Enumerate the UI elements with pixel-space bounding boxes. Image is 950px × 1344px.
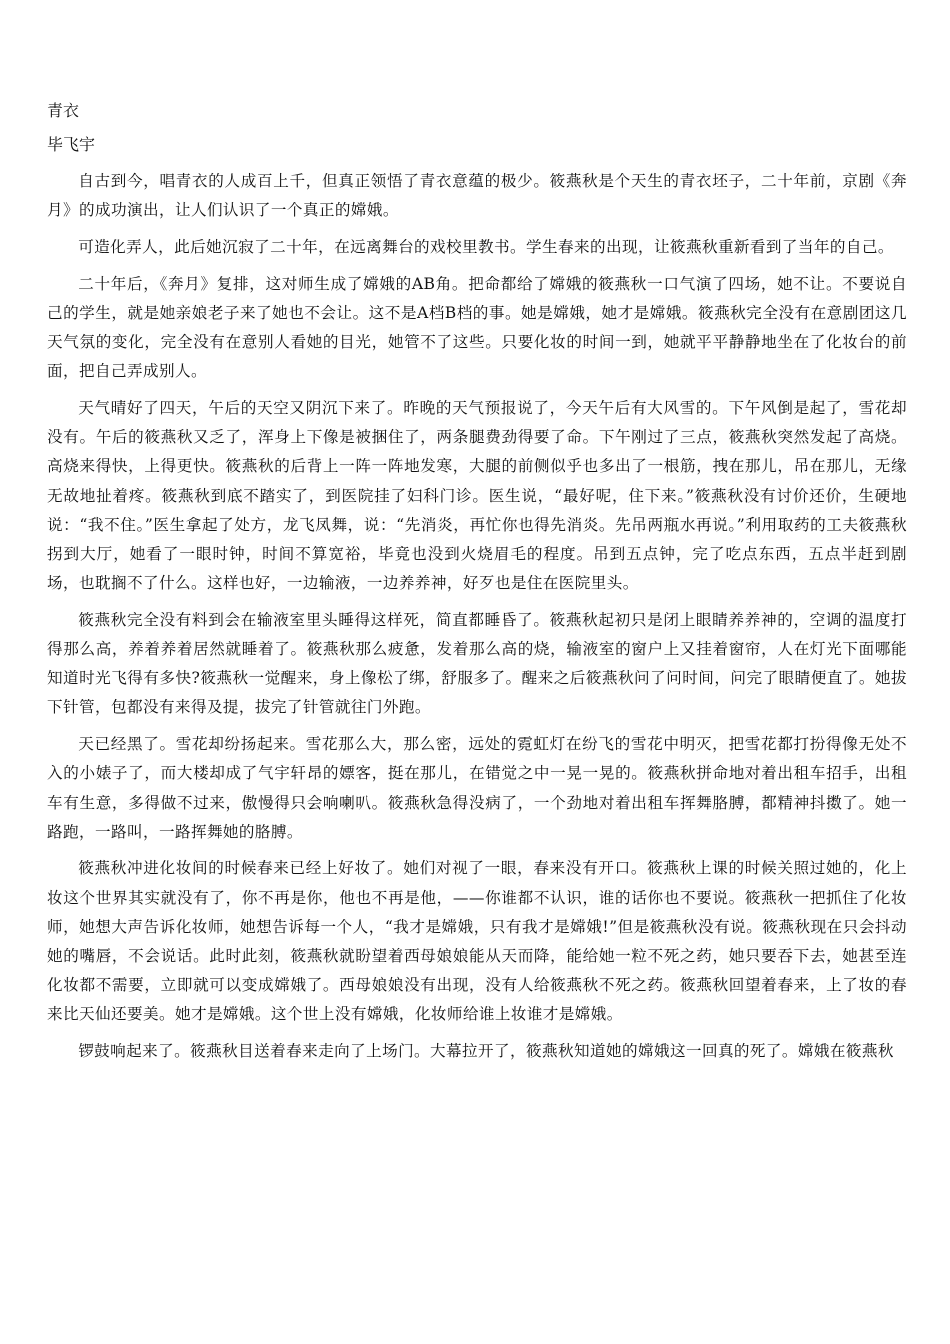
paragraph: 自古到今，唱青衣的人成百上千，但真正领悟了青衣意蕴的极少。筱燕秋是个天生的青衣坯子，二十年前，京剧《奔月》的成功演出，让人们认识了一个真正的嫦娥。 [47,172,907,220]
paragraph: 筱燕秋完全没有料到会在输液室里头睡得这样死，简直都睡昏了。筱燕秋起初只是闭上眼睛养养神的，空调的温度打得那么高，养着养着居然就睡着了。筱燕秋那么疲惫，发着那么高的烧，输液室的窗户上又挂着窗帘，人在灯光下面哪能知道时光飞得有多快?筱燕秋一觉醒来，身上像松了绑，舒服多了。醒来之后筱燕秋问了问时间，问完了眼睛便直了。她拔下针管，包都没有来得及提，拔完了针管就往门外跑。 [47,610,907,717]
paragraph: 二十年后，《奔月》复排，这对师生成了嫦娥的AB角。把命都给了嫦娥的筱燕秋一口气演了四场，她不让。不要说自己的学生，就是她亲娘老子来了她也不会让。这不是A档B档的事。她是嫦娥，她才是嫦娥。筱燕秋完全没有在意剧团这几天气氛的变化，完全没有在意别人看她的目光，她管不了这些。只要化妆的时间一到，她就平平静静地坐在了化妆台的前面，把自己弄成别人。 [47,274,907,381]
paragraph: 天已经黑了。雪花却纷扬起来。雪花那么大，那么密，远处的霓虹灯在纷飞的雪花中明灭，把雪花都打扮得像无处不入的小婊子了，而大楼却成了气宇轩昂的嫖客，挺在那儿，在错觉之中一晃一晃的。筱燕秋拼命地对着出租车招手，出租车有生意，多得做不过来，傲慢得只会响喇叭。筱燕秋急得没病了，一个劲地对着出租车挥舞胳膊，都精神抖擞了。她一路跑，一路叫，一路挥舞她的胳膊。 [47,735,907,841]
paragraph: 天气晴好了四天，午后的天空又阴沉下来了。昨晚的天气预报说了，今天午后有大风雪的。下午风倒是起了，雪花却没有。午后的筱燕秋又乏了，浑身上下像是被捆住了，两条腿费劲得要了命。下午刚过了三点，筱燕秋突然发起了高烧。高烧来得快，上得更快。筱燕秋的后背上一阵一阵地发寒，大腿的前侧似乎也多出了一根筋，拽在那儿，吊在那儿，无缘无故地扯着疼。筱燕秋到底不踏实了，到医院挂了妇科门诊。医生说，“最好呢，住下来。”筱燕秋没有讨价还价，生硬地说：“我不住。”医生拿起了处方，龙飞凤舞，说：“先消炎，再忙你也得先消炎。先吊两瓶水再说。”利用取药的工夫筱燕秋拐到大厅，她看了一眼时钟，时间不算宽裕，毕竟也没到火烧眉毛的程度。吊到五点钟，完了吃点东西，五点半赶到剧场，也耽搁不了什么。这样也好，一边输液，一边养养神，好歹也是住在医院里头。 [47,398,907,593]
article-body [47,167,907,1074]
paragraph: 筱燕秋冲进化妆间的时候春来已经上好妆了。她们对视了一眼，春来没有开口。筱燕秋上课的时候关照过她的，化上妆这个世界其实就没有了，你不再是你，他也不再是他，——你谁都不认识，谁的话你也不要说。筱燕秋一把抓住了化妆师，她想大声告诉化妆师，她想告诉每一个人，“我才是嫦娥，只有我才是嫦娥!”但是筱燕秋没有说。筱燕秋现在只会抖动她的嘴唇，不会说话。此时此刻，筱燕秋就盼望着西母娘娘能从天而降，能给她一粒不死之药，她只要吞下去，她甚至连化妆都不需要，立即就可以变成嫦娥了。西母娘娘没有出现，没有人给筱燕秋不死之药。筱燕秋回望着春来，上了妆的春来比天仙还要美。她才是嫦娥。这个世上没有嫦娥，化妆师给谁上妆谁才是嫦娥。 [47,859,907,1024]
paragraph: 锣鼓响起来了。筱燕秋目送着春来走向了上场门。大幕拉开了，筱燕秋知道她的嫦娥这一回真的死了。嫦娥在筱燕秋 [78,1042,894,1061]
author-name: 毕飞宇 [47,135,96,154]
article-title: 青衣 [47,101,80,120]
paragraph: 可造化弄人，此后她沉寂了二十年，在远离舞台的戏校里教书。学生春来的出现，让筱燕秋重新看到了当年的自己。 [78,237,894,256]
